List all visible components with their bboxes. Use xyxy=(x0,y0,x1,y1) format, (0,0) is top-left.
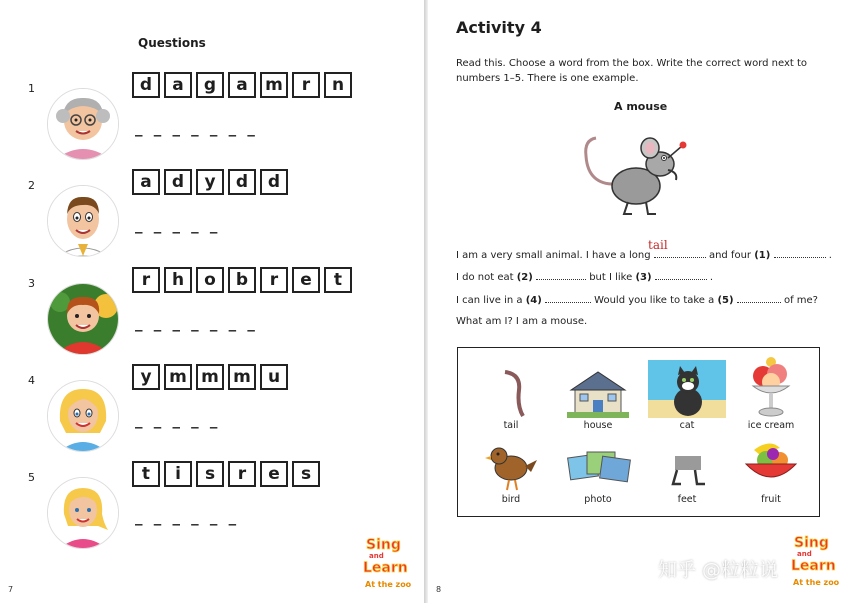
word-photo: photo xyxy=(553,444,643,505)
instructions: Read this. Choose a word from the box. Write the correct word next to numbers 1–5. There is one example. xyxy=(456,58,808,84)
letter-box: t xyxy=(324,267,352,293)
letter-box: m xyxy=(164,364,192,390)
letter-box: y xyxy=(132,364,160,390)
house-icon xyxy=(567,366,629,418)
letter-box: u xyxy=(260,364,288,390)
word-tail: tail xyxy=(466,366,556,431)
answer-blanks[interactable]: _ _ _ _ _ _ _ xyxy=(135,314,258,332)
ice-cream-icon xyxy=(743,354,799,418)
story-line-2: I do not eat (2) but I like (3) . xyxy=(456,272,714,283)
fruit-icon xyxy=(740,440,802,492)
answer-3-blank[interactable] xyxy=(655,270,707,280)
story-line-3: I can live in a (4) Would you like to take a (5) of me? xyxy=(456,295,818,306)
feet-icon xyxy=(657,448,717,492)
sing-and-learn-logo xyxy=(790,532,841,588)
cat-icon xyxy=(648,360,726,418)
letter-box: a xyxy=(164,72,192,98)
svg-text:and: and xyxy=(369,552,384,560)
sing-and-learn-logo xyxy=(362,534,416,590)
question-4 xyxy=(0,367,424,464)
brother-icon xyxy=(47,283,119,355)
letter-box: m xyxy=(260,72,288,98)
question-number: 2 xyxy=(28,179,35,192)
letter-box: r xyxy=(132,267,160,293)
letter-box: e xyxy=(292,267,320,293)
letter-box: h xyxy=(164,267,192,293)
answer-blanks[interactable]: _ _ _ _ _ _ _ xyxy=(135,119,258,137)
word-cat: cat xyxy=(642,360,732,431)
letter-box: m xyxy=(228,364,256,390)
activity-title: Activity 4 xyxy=(456,18,542,37)
word-fruit: fruit xyxy=(726,440,816,505)
letter-boxes xyxy=(132,364,288,390)
svg-text:and: and xyxy=(797,550,812,558)
svg-text:At the zoo: At the zoo xyxy=(793,578,840,587)
letter-box: r xyxy=(228,461,256,487)
story-line-4: What am I? I am a mouse. xyxy=(456,316,588,327)
mouse-icon xyxy=(578,126,704,220)
answer-2-blank[interactable] xyxy=(536,270,586,280)
watermark: 知乎 @粒粒说 xyxy=(658,559,779,581)
word-house: house xyxy=(553,366,643,431)
question-number: 1 xyxy=(28,82,35,95)
handwritten-answer: tail xyxy=(648,238,668,252)
svg-text:Sing: Sing xyxy=(366,537,401,553)
letter-box: d xyxy=(260,169,288,195)
answer-1-blank[interactable] xyxy=(774,248,826,258)
answer-4-blank[interactable] xyxy=(545,293,591,303)
letter-boxes xyxy=(132,169,288,195)
letter-box: r xyxy=(292,72,320,98)
question-1 xyxy=(0,75,424,172)
letter-box: d xyxy=(228,169,256,195)
question-2 xyxy=(0,172,424,269)
grandmother-icon xyxy=(47,88,119,160)
story-line-1: I am a very small animal. I have a long and four (1) . xyxy=(456,250,832,261)
page-number: 8 xyxy=(436,585,442,594)
question-number: 5 xyxy=(28,471,35,484)
questions-heading: Questions xyxy=(138,36,206,50)
letter-boxes xyxy=(132,267,352,293)
question-number: 3 xyxy=(28,277,35,290)
letter-box: b xyxy=(228,267,256,293)
svg-text:Learn: Learn xyxy=(363,560,408,576)
letter-box: e xyxy=(260,461,288,487)
mother-icon xyxy=(47,380,119,452)
svg-text:At the zoo: At the zoo xyxy=(365,580,412,589)
word-feet: feet xyxy=(642,448,732,505)
text-title: A mouse xyxy=(614,100,668,113)
answer-blanks[interactable]: _ _ _ _ _ _ xyxy=(135,508,240,526)
question-number: 4 xyxy=(28,374,35,387)
letter-box: s xyxy=(196,461,224,487)
letter-box: n xyxy=(324,72,352,98)
letter-boxes xyxy=(132,461,320,487)
bird-icon xyxy=(481,440,541,492)
letter-box: d xyxy=(164,169,192,195)
svg-text:Learn: Learn xyxy=(791,558,836,574)
letter-box: s xyxy=(292,461,320,487)
question-3 xyxy=(0,270,424,367)
letter-box: i xyxy=(164,461,192,487)
tail-icon xyxy=(481,366,541,418)
letter-box: r xyxy=(260,267,288,293)
word-bird: bird xyxy=(466,440,556,505)
answer-blanks[interactable]: _ _ _ _ _ xyxy=(135,216,221,234)
svg-text:Sing: Sing xyxy=(794,535,829,551)
letter-box: y xyxy=(196,169,224,195)
letter-box: a xyxy=(132,169,160,195)
photo-icon xyxy=(565,444,631,492)
page-number: 7 xyxy=(8,585,14,594)
father-icon xyxy=(47,185,119,257)
letter-box: a xyxy=(228,72,256,98)
question-5 xyxy=(0,464,424,561)
letter-boxes xyxy=(132,72,352,98)
sister-icon xyxy=(47,477,119,549)
answer-blanks[interactable]: _ _ _ _ _ xyxy=(135,411,221,429)
letter-box: o xyxy=(196,267,224,293)
word-box xyxy=(457,347,820,517)
letter-box: m xyxy=(196,364,224,390)
letter-box: g xyxy=(196,72,224,98)
letter-box: d xyxy=(132,72,160,98)
word-ice-cream: ice cream xyxy=(726,354,816,431)
letter-box: t xyxy=(132,461,160,487)
right-page xyxy=(428,0,841,603)
answer-5-blank[interactable] xyxy=(737,293,781,303)
